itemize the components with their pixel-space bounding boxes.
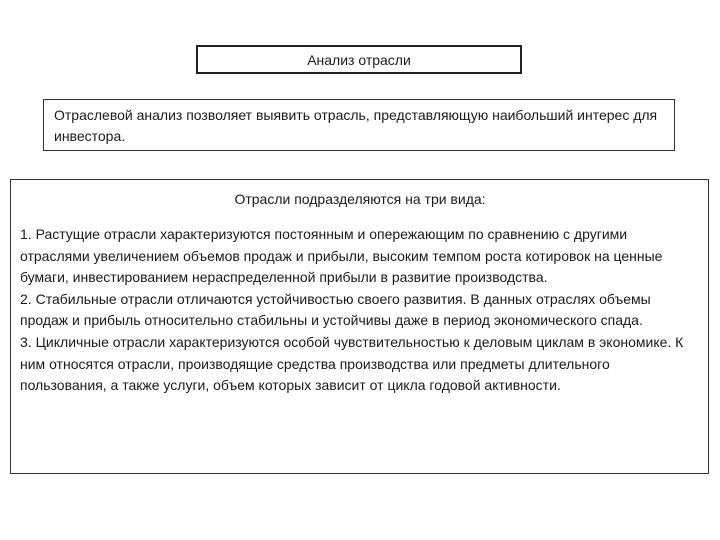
item-number: 2. [20,290,32,307]
item-number: 3. [20,333,32,350]
list-item-stable [20,289,700,332]
list-item-growing [20,224,700,289]
industry-types-box [10,179,709,474]
page-title: Анализ отрасли [307,51,411,68]
intro-box [43,99,675,151]
intro-text: Отраслевой анализ позволяет выявить отрасль, представляющую наибольший интерес для инвестора. [54,107,658,144]
item-text: характеризуются постоянным и опережающим по сравнению с другими отраслями увеличением объемов продаж и прибыли, высоким темпом роста котировок на ценные бумаги, инвестированием нераспределенной прибыли в развитие производства. [20,226,663,286]
item-term: Растущие отрасли [35,226,157,242]
title-box [196,45,522,74]
item-number: 1. [20,226,32,242]
item-text: характеризуются особой чувствительностью к деловым циклам в экономике. К ним относятся отрасли, производящие средства производства или предметы длительного пользования, а также услуги, объем которых зависит от цикла годовой активности. [20,333,684,394]
industry-types-list [20,224,700,397]
list-item-cyclical [20,332,700,397]
item-term: Стабильные отрасли [35,290,173,307]
industry-types-heading: Отрасли подразделяются на три вида: [234,191,486,207]
item-text: отличаются устойчивостью своего развития. В данных отраслях объемы продаж и прибыль относительно стабильны и устойчивы даже в период экономического спада. [20,290,651,329]
item-term: Цикличные отрасли [35,333,166,350]
